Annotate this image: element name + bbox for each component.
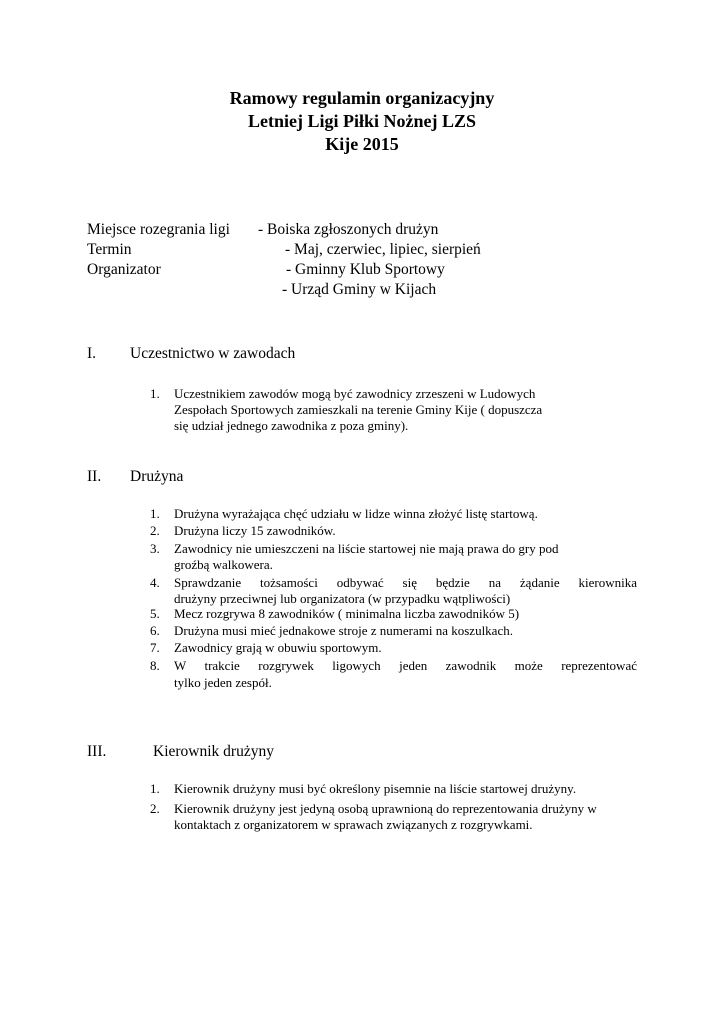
- list-number: 2.: [150, 801, 160, 816]
- document-title-line1: Ramowy regulamin organizacyjny: [229, 88, 495, 108]
- list-item-text: W trakcie rozgrywek ligowych jeden zawodnik może reprezentować: [174, 658, 637, 673]
- list-item-text: Mecz rozgrywa 8 zawodników ( minimalna liczba zawodników 5): [174, 606, 520, 621]
- list-number: 2.: [150, 523, 160, 538]
- list-item-text: Kierownik drużyny jest jedyną osobą uprawnioną do reprezentowania drużyny w: [174, 801, 597, 816]
- list-number: 1.: [150, 781, 160, 796]
- list-item-text: Drużyna liczy 15 zawodników.: [174, 523, 336, 538]
- list-item-text: kontaktach z organizatorem w sprawach związanych z rozgrywkami.: [174, 817, 533, 832]
- list-number: 5.: [150, 606, 160, 621]
- section-3-title: Kierownik drużyny: [153, 743, 274, 760]
- organizer-value-2: - Urząd Gminy w Kijach: [282, 281, 437, 298]
- list-item-text: Drużyna musi mieć jednakowe stroje z numerami na koszulkach.: [174, 623, 513, 638]
- term-label: Termin: [87, 241, 132, 258]
- list-number: 1.: [150, 506, 160, 521]
- document-title-line2: Letniej Ligi Piłki Nożnej LZS: [247, 111, 476, 131]
- list-item-text: Sprawdzanie tożsamości odbywać się będzie na żądanie kierownika: [174, 575, 637, 590]
- term-value: - Maj, czerwiec, lipiec, sierpień: [285, 241, 481, 258]
- organizer-value-1: - Gminny Klub Sportowy: [286, 261, 445, 278]
- list-number: 4.: [150, 575, 160, 590]
- section-1-title: Uczestnictwo w zawodach: [130, 345, 296, 362]
- list-item-text: się udział jednego zawodnika z poza gminy).: [174, 418, 409, 433]
- list-item-text: tylko jeden zespół.: [174, 675, 272, 690]
- location-label: Miejsce rozegrania ligi: [87, 221, 230, 238]
- section-2-title: Drużyna: [130, 468, 184, 485]
- list-item-text: Zawodnicy grają w obuwiu sportowym.: [174, 640, 382, 655]
- section-2-numeral: II.: [87, 468, 102, 485]
- list-item-text: Drużyna wyrażająca chęć udziału w lidze winna złożyć listę startową.: [174, 506, 538, 521]
- list-item-text: drużyny przeciwnej lub organizatora (w przypadku wątpliwości): [174, 591, 511, 606]
- list-item-text: Uczestnikiem zawodów mogą być zawodnicy zrzeszeni w Ludowych: [174, 386, 536, 401]
- document-title-line3: Kije 2015: [325, 134, 399, 154]
- list-item-text: Kierownik drużyny musi być określony pisemnie na liście startowej drużyny.: [174, 781, 577, 796]
- list-item-text: groźbą walkowera.: [174, 557, 273, 572]
- list-item-text: Zawodnicy nie umieszczeni na liście startowej nie mają prawa do gry pod: [174, 541, 559, 556]
- section-1-numeral: I.: [87, 345, 97, 362]
- organizer-label: Organizator: [87, 261, 161, 278]
- list-number: 8.: [150, 658, 160, 673]
- list-number: 7.: [150, 640, 160, 655]
- section-3-numeral: III.: [87, 743, 107, 760]
- location-value: - Boiska zgłoszonych drużyn: [258, 221, 439, 238]
- list-number: 6.: [150, 623, 160, 638]
- list-item-text: Zespołach Sportowych zamieszkali na terenie Gminy Kije ( dopuszcza: [174, 402, 543, 417]
- list-number: 1.: [150, 386, 160, 401]
- list-number: 3.: [150, 541, 160, 556]
